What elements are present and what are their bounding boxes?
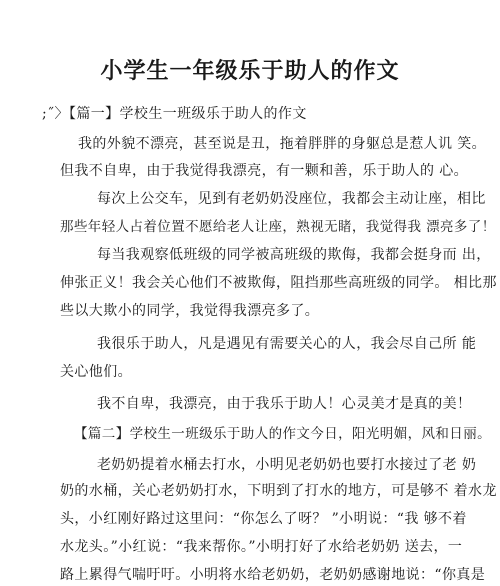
text-line: 些以大欺小的同学，我觉得我漂亮多了。 bbox=[60, 303, 320, 319]
text-line: 但我不自卑，由于我觉得我漂亮，有一颗和善，乐于助人的 心。 bbox=[60, 163, 469, 179]
text-line: 每次上公交车，见到有老奶奶没座位，我都会主动让座，相比 bbox=[97, 191, 486, 207]
text-line: 路上累得气喘吁吁。小明将水给老奶奶，老奶奶感谢地说：“你真是 bbox=[60, 567, 486, 583]
text-line: 老奶奶提着水桶去打水，小明见老奶奶也要打水接过了老 奶 bbox=[97, 457, 477, 473]
text-line: ;˝〉【篇一】学校生一班级乐于助人的作文 bbox=[42, 106, 307, 122]
text-line: 关心他们。 bbox=[60, 364, 132, 380]
text-line: 【篇二】学校生一班级乐于助人的作文今日，阳光明媚，风和日丽。 bbox=[74, 426, 491, 442]
document-title: 小学生一年级乐于助人的作文 bbox=[100, 58, 400, 84]
text-line: 我的外貌不漂亮，甚至说是丑，拖着胖胖的身躯总是惹人讥 笑。 bbox=[78, 136, 487, 152]
text-line: 头，小红刚好路过这里问：“你怎么了呀？ ”小明说：“我 够不着 bbox=[60, 511, 467, 527]
text-line: 伸张正义！我会关心他们不被欺侮，阻挡那些高班级的同学。 相比那 bbox=[60, 275, 497, 291]
text-line: 我很乐于助人，凡是遇见有需要关心的人，我会尽自己所 能 bbox=[97, 336, 477, 352]
text-line: 那些年轻人占着位置不愿给老人让座，熟视无睹，我觉得我 漂亮多了！ bbox=[60, 219, 496, 235]
text-line: 每当我观察低班级的同学被高班级的欺侮，我都会挺身而 出， bbox=[97, 247, 491, 263]
text-line: 我不自卑，我漂亮，由于我乐于助人！心灵美才是真的美！ bbox=[97, 396, 472, 412]
text-line: 奶的水桶，关心老奶奶打水，下明到了打水的地方，可是够不 着水龙 bbox=[60, 483, 497, 499]
text-line: 水龙头。”小红说：“我来帮你。”小明打好了水给老奶奶 送去，一 bbox=[60, 539, 463, 555]
